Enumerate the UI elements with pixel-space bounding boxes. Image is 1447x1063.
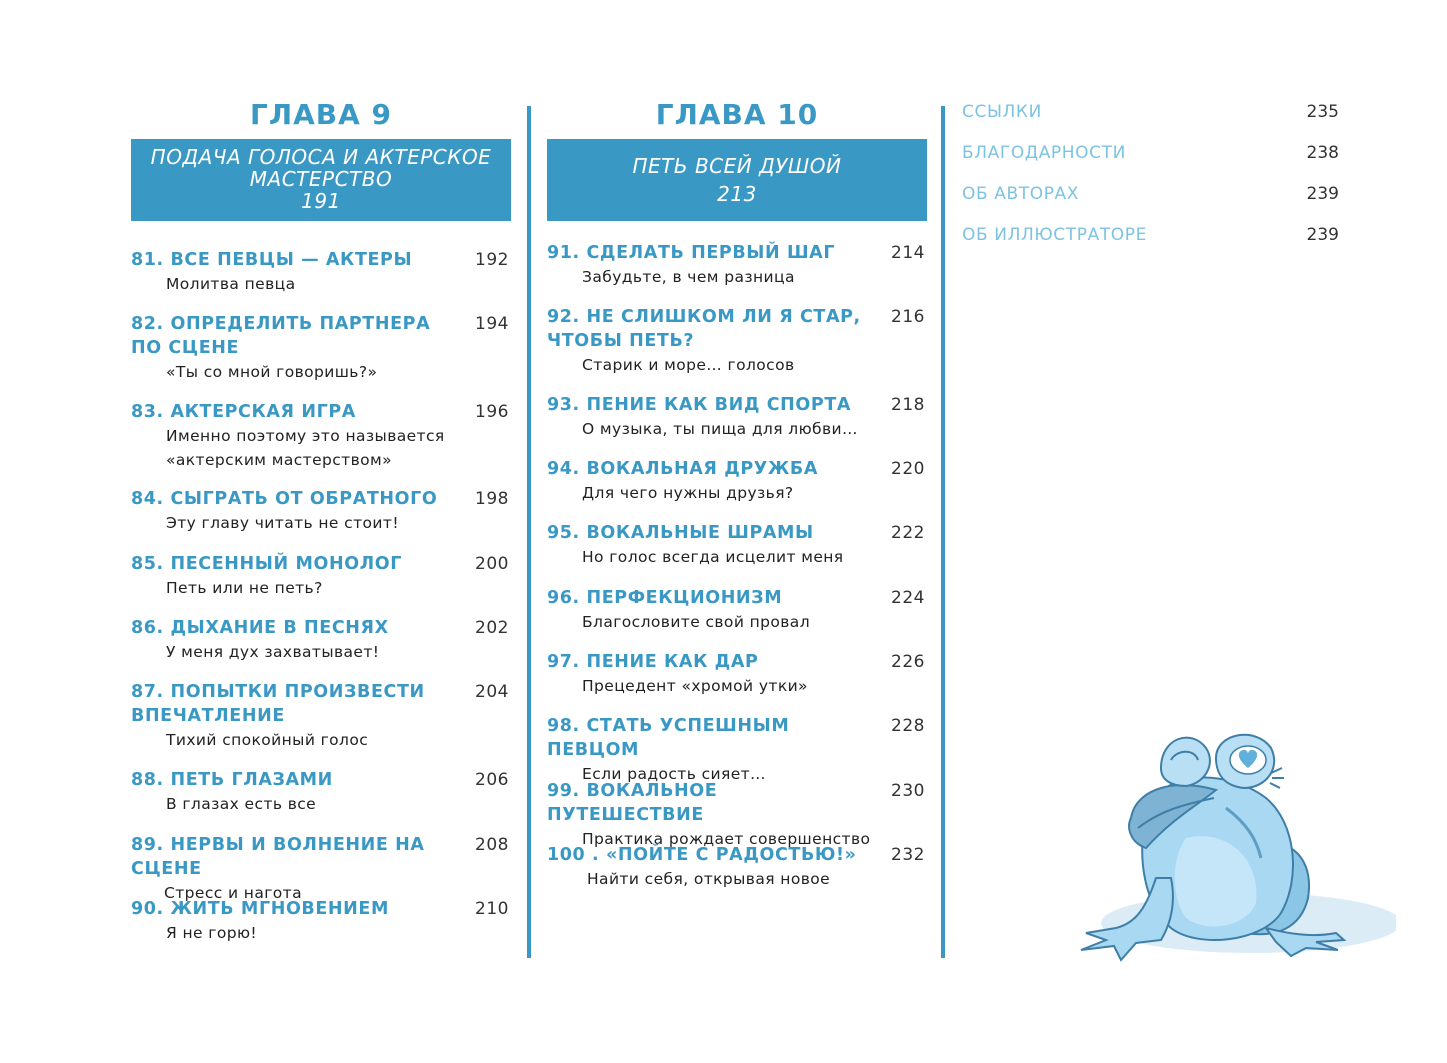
toc-entry-subtitle: Прецедент «хромой утки» bbox=[582, 677, 808, 695]
toc-entry-subtitle: О музыка, ты пища для любви… bbox=[582, 420, 858, 438]
toc-entry-page: 194 bbox=[475, 314, 509, 334]
toc-entry-title: 85. ПЕСЕННЫЙ МОНОЛОГ bbox=[131, 554, 403, 574]
toc-entry-subtitle: Эту главу читать не стоит! bbox=[166, 514, 399, 532]
toc-entry-84[interactable] bbox=[131, 487, 511, 535]
toc-entry-title: 95. ВОКАЛЬНЫЕ ШРАМЫ bbox=[547, 523, 814, 543]
backmatter-label: ССЫЛКИ bbox=[962, 102, 1042, 122]
toc-entry-subtitle: Старик и море… голосов bbox=[582, 356, 795, 374]
backmatter-page: 235 bbox=[1306, 102, 1339, 122]
toc-entry-title: 86. ДЫХАНИЕ В ПЕСНЯХ bbox=[131, 618, 389, 638]
backmatter-item-references[interactable] bbox=[962, 100, 1339, 124]
backmatter-item-illustrator[interactable] bbox=[962, 223, 1339, 247]
toc-entry-100[interactable] bbox=[547, 843, 927, 891]
toc-entry-title: 99. ВОКАЛЬНОЕ ПУТЕШЕСТВИЕ bbox=[547, 781, 718, 825]
chapter-9-subtitle-line1: ПОДАЧА ГОЛОСА И АКТЕРСКОЕ bbox=[150, 145, 492, 169]
chapter-10-page: 213 bbox=[717, 182, 757, 206]
toc-entry-page: 206 bbox=[475, 770, 509, 790]
toc-entry-85[interactable] bbox=[131, 552, 511, 600]
toc-entry-page: 202 bbox=[475, 618, 509, 638]
toc-entry-subtitle: Если радость сияет… bbox=[582, 765, 766, 783]
toc-entry-96[interactable] bbox=[547, 586, 927, 634]
toc-entry-title: 100 . «ПОЙТЕ С РАДОСТЬЮ!» bbox=[547, 845, 857, 865]
toc-entry-subtitle: Именно поэтому это называется «актерским мастерством» bbox=[166, 427, 445, 469]
backmatter-label: ОБ ИЛЛЮСТРАТОРЕ bbox=[962, 225, 1147, 245]
toc-entry-page: 224 bbox=[891, 588, 925, 608]
toc-entry-page: 208 bbox=[475, 835, 509, 855]
toc-entry-subtitle: Молитва певца bbox=[166, 275, 296, 293]
toc-entry-subtitle: У меня дух захватывает! bbox=[166, 643, 380, 661]
toc-entry-page: 216 bbox=[891, 307, 925, 327]
toc-entry-94[interactable] bbox=[547, 457, 927, 505]
chapter-9-header-box bbox=[131, 139, 511, 221]
toc-entry-subtitle: Найти себя, открывая новое bbox=[587, 870, 831, 888]
chapter-9-title: ГЛАВА 9 bbox=[249, 98, 392, 131]
toc-entry-title: 89. НЕРВЫ И ВОЛНЕНИЕ НА СЦЕНЕ bbox=[131, 835, 425, 879]
toc-entry-title: 94. ВОКАЛЬНАЯ ДРУЖБА bbox=[547, 459, 818, 479]
toc-entry-89[interactable] bbox=[131, 833, 511, 905]
toc-entry-title: 96. ПЕРФЕКЦИОНИЗМ bbox=[547, 588, 783, 608]
toc-entry-title: 84. СЫГРАТЬ ОТ ОБРАТНОГО bbox=[131, 489, 438, 509]
backmatter-page: 239 bbox=[1306, 225, 1339, 245]
backmatter-label: БЛАГОДАРНОСТИ bbox=[962, 143, 1126, 163]
toc-entry-title: 97. ПЕНИЕ КАК ДАР bbox=[547, 652, 759, 672]
toc-entry-page: 222 bbox=[891, 523, 925, 543]
toc-entry-title: 88. ПЕТЬ ГЛАЗАМИ bbox=[131, 770, 333, 790]
toc-entry-page: 230 bbox=[891, 781, 925, 801]
toc-entry-subtitle: Стресс и нагота bbox=[164, 884, 302, 902]
backmatter-item-authors[interactable] bbox=[962, 182, 1339, 206]
toc-entry-title: 91. СДЕЛАТЬ ПЕРВЫЙ ШАГ bbox=[547, 243, 836, 263]
toc-entry-page: 192 bbox=[475, 250, 509, 270]
toc-entry-subtitle: Практика рождает совершенство bbox=[582, 830, 871, 848]
toc-entry-91[interactable] bbox=[547, 241, 927, 289]
toc-entry-88[interactable] bbox=[131, 768, 511, 816]
toc-entry-99[interactable] bbox=[547, 779, 927, 851]
toc-entry-95[interactable] bbox=[547, 521, 927, 569]
toc-entry-82[interactable] bbox=[131, 312, 511, 384]
backmatter-page: 239 bbox=[1306, 184, 1339, 204]
toc-entry-title: 92. НЕ СЛИШКОМ ЛИ Я СТАР, ЧТОБЫ ПЕТЬ? bbox=[547, 307, 861, 351]
toc-entry-title: 93. ПЕНИЕ КАК ВИД СПОРТА bbox=[547, 395, 852, 415]
toc-entry-87[interactable] bbox=[131, 680, 511, 752]
toc-entry-page: 210 bbox=[475, 899, 509, 919]
chapter-10-header-box bbox=[547, 139, 927, 221]
toc-entry-93[interactable] bbox=[547, 393, 927, 441]
toc-entry-title: 98. СТАТЬ УСПЕШНЫМ ПЕВЦОМ bbox=[547, 716, 790, 760]
toc-entry-page: 218 bbox=[891, 395, 925, 415]
toc-entry-subtitle: Петь или не петь? bbox=[166, 579, 323, 597]
backmatter-page: 238 bbox=[1306, 143, 1339, 163]
toc-entry-page: 196 bbox=[475, 402, 509, 422]
chapter-9-page: 191 bbox=[301, 189, 341, 213]
toc-entry-90[interactable] bbox=[131, 897, 511, 945]
toc-entry-98[interactable] bbox=[547, 714, 927, 786]
column-divider-1 bbox=[527, 106, 531, 958]
toc-entry-page: 226 bbox=[891, 652, 925, 672]
chapter-10-subtitle: ПЕТЬ ВСЕЙ ДУШОЙ bbox=[632, 154, 842, 178]
toc-entry-subtitle: Для чего нужны друзья? bbox=[582, 484, 794, 502]
toc-entry-page: 220 bbox=[891, 459, 925, 479]
column-divider-2 bbox=[941, 106, 945, 958]
toc-entry-page: 200 bbox=[475, 554, 509, 574]
frog-eye-left bbox=[1161, 738, 1210, 786]
toc-entry-page: 204 bbox=[475, 682, 509, 702]
toc-entry-92[interactable] bbox=[547, 305, 927, 377]
chapter-10-title: ГЛАВА 10 bbox=[655, 98, 819, 131]
backmatter-item-acknowledgements[interactable] bbox=[962, 141, 1339, 165]
backmatter-label: ОБ АВТОРАХ bbox=[962, 184, 1080, 204]
toc-entry-83[interactable] bbox=[131, 400, 511, 472]
toc-entry-subtitle: Забудьте, в чем разница bbox=[582, 268, 795, 286]
toc-entry-subtitle: Благословите свой провал bbox=[582, 613, 811, 631]
toc-entry-subtitle: Но голос всегда исцелит меня bbox=[582, 548, 844, 566]
toc-entry-page: 198 bbox=[475, 489, 509, 509]
toc-entry-page: 232 bbox=[891, 845, 925, 865]
toc-entry-page: 214 bbox=[891, 243, 925, 263]
toc-entry-subtitle: Я не горю! bbox=[166, 924, 258, 942]
toc-entry-title: 82. ОПРЕДЕЛИТЬ ПАРТНЕРА ПО СЦЕНЕ bbox=[131, 314, 431, 358]
toc-entry-97[interactable] bbox=[547, 650, 927, 698]
toc-entry-page: 228 bbox=[891, 716, 925, 736]
toc-entry-subtitle: Тихий спокойный голос bbox=[166, 731, 369, 749]
toc-entry-81[interactable] bbox=[131, 248, 511, 296]
chapter-9-subtitle-line2: МАСТЕРСТВО bbox=[249, 167, 393, 191]
toc-entry-title: 83. АКТЕРСКАЯ ИГРА bbox=[131, 402, 356, 422]
toc-entry-title: 90. ЖИТЬ МГНОВЕНИЕМ bbox=[131, 899, 389, 919]
toc-entry-subtitle: «Ты со мной говоришь?» bbox=[166, 363, 378, 381]
toc-entry-title: 81. ВСЕ ПЕВЦЫ — АКТЕРЫ bbox=[131, 250, 413, 270]
frog-illustration bbox=[1076, 728, 1396, 973]
toc-entry-86[interactable] bbox=[131, 616, 511, 664]
toc-entry-title: 87. ПОПЫТКИ ПРОИЗВЕСТИ ВПЕЧАТЛЕНИЕ bbox=[131, 682, 425, 726]
toc-entry-subtitle: В глазах есть все bbox=[166, 795, 317, 813]
